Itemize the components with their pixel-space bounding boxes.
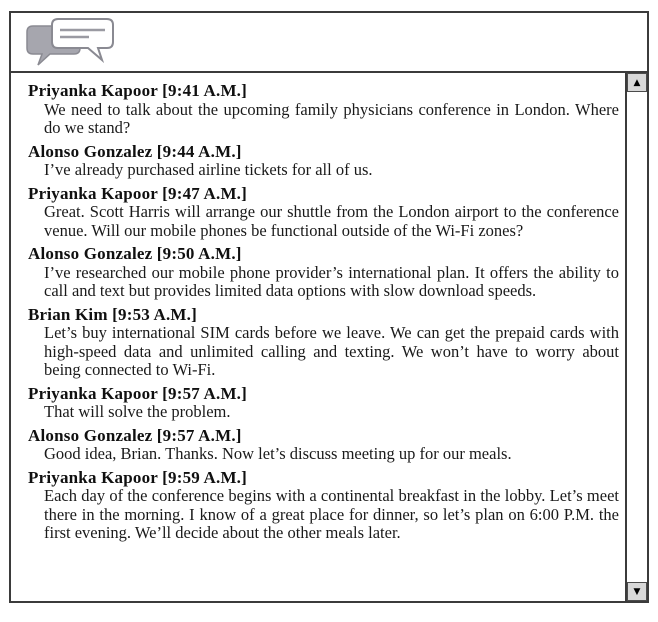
- message-header: Alonso Gonzalez [9:57 A.M.]: [28, 425, 242, 445]
- message-body: We need to talk about the upcoming family physicians conference in London. Where do we stand?: [44, 99, 619, 137]
- chat-window-frame: [9, 11, 649, 603]
- message-body: Good idea, Brian. Thanks. Now let’s discuss meeting up for our meals.: [44, 444, 512, 463]
- down-arrow-icon: ▼: [633, 586, 641, 597]
- chat-bubbles-icon: [25, 17, 115, 67]
- message-list: [11, 73, 625, 601]
- message-header: Priyanka Kapoor [9:47 A.M.]: [28, 183, 247, 203]
- message-header: Priyanka Kapoor [9:57 A.M.]: [28, 383, 247, 403]
- message-header: Brian Kim [9:53 A.M.]: [28, 304, 197, 324]
- message: [28, 245, 621, 301]
- message-header: Priyanka Kapoor [9:41 A.M.]: [28, 81, 247, 100]
- message-header: Alonso Gonzalez [9:44 A.M.]: [28, 141, 242, 161]
- message-body: Let’s buy international SIM cards before we leave. We can get the prepaid cards with high-speed data and unlimited calling and texting. We won’t have to worry about being connected to Wi-Fi.: [44, 323, 619, 379]
- message-body: I’ve researched our mobile phone provider’s international plan. It offers the ability to call and text but provides limited data options with slow download speeds.: [44, 262, 619, 300]
- message-body: Great. Scott Harris will arrange our shuttle from the London airport to the conference venue. Will our mobile phones be functional outside of the Wi-Fi zones?: [44, 202, 619, 240]
- header-bar: [11, 13, 647, 73]
- message-body: Each day of the conference begins with a continental breakfast in the lobby. Let’s meet there in the morning. I know of a great place for dinner, so let’s plan on 6:00 P.M. the first evening. We’ll decide about the other meals later.: [44, 486, 619, 542]
- message: [28, 143, 621, 180]
- message: [28, 306, 621, 380]
- message: [28, 469, 621, 543]
- scroll-down-button[interactable]: [627, 582, 647, 601]
- vertical-scrollbar[interactable]: [625, 73, 647, 601]
- message-body: I’ve already purchased airline tickets for all of us.: [44, 160, 373, 179]
- message: [28, 427, 621, 464]
- message: [28, 82, 621, 138]
- message-header: Priyanka Kapoor [9:59 A.M.]: [28, 467, 247, 487]
- chat-area: [11, 73, 647, 601]
- message-body: That will solve the problem.: [44, 402, 231, 421]
- scroll-up-button[interactable]: [627, 73, 647, 92]
- message-header: Alonso Gonzalez [9:50 A.M.]: [28, 244, 242, 263]
- up-arrow-icon: ▲: [633, 77, 641, 88]
- message: [28, 185, 621, 241]
- message: [28, 385, 621, 422]
